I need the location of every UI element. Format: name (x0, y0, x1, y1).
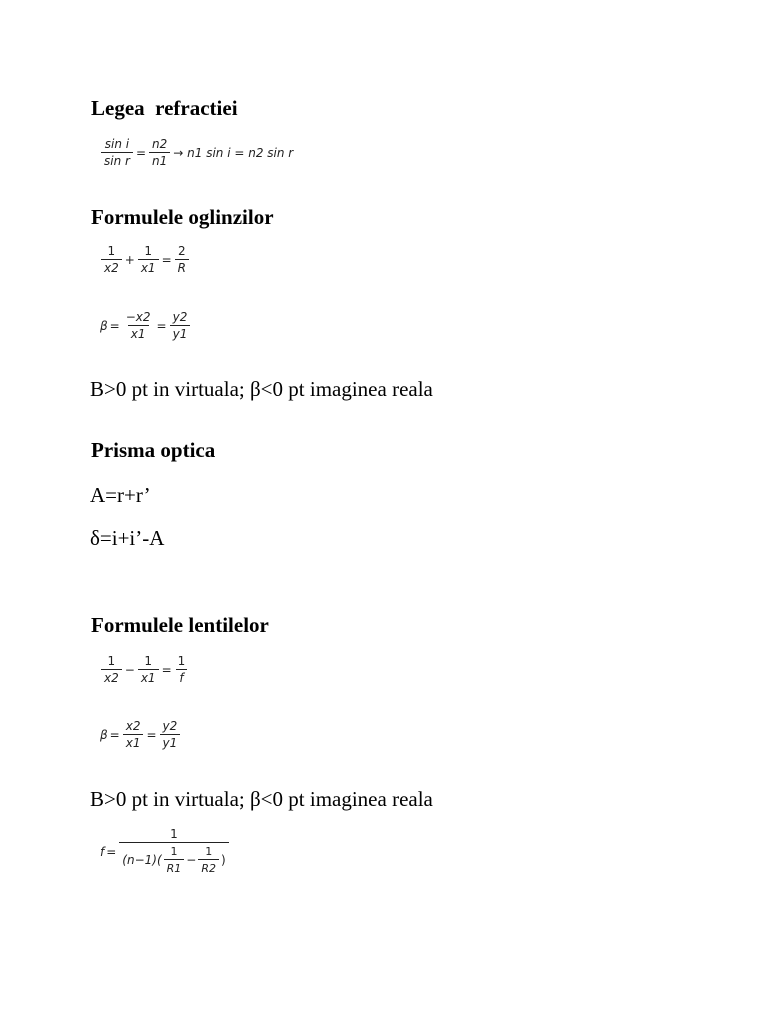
numerator: 1 (144, 244, 152, 258)
lens-image-note: B>0 pt in virtuala; β<0 pt imaginea reala (90, 787, 433, 811)
minus-sign: − (124, 663, 135, 677)
denominator: f (176, 669, 186, 685)
denominator: R1 (164, 859, 185, 875)
fraction-neg-x2-over-x1 (123, 311, 154, 341)
denominator: y1 (160, 734, 181, 750)
numerator: 1 (107, 654, 116, 668)
numerator: 1 (144, 654, 152, 668)
denominator-sin-r: sin r (101, 152, 133, 168)
heading-mirror-formulas: Formulele oglinzilor (91, 205, 274, 229)
fraction-1-over-r1 (164, 845, 185, 875)
beta-symbol: β (100, 728, 108, 742)
fraction-1-over-x2 (101, 245, 122, 275)
denominator: x1 (128, 325, 149, 341)
numerator: x2 (125, 719, 141, 733)
numerator: 2 (177, 244, 186, 258)
denominator: R (175, 259, 189, 275)
refractive-factor: (n−1)( (122, 852, 162, 867)
denominator: R2 (198, 859, 219, 875)
fraction-1-over-x1 (138, 655, 159, 685)
numerator-n2: n2 (152, 137, 168, 151)
closing-parenthesis: ) (221, 852, 226, 867)
equals-sign: = (161, 663, 172, 677)
plus-sign: + (124, 253, 135, 267)
fraction-1-over-x1 (138, 245, 159, 275)
numerator: 1 (205, 845, 213, 858)
fraction-y2-over-y1 (170, 311, 191, 341)
denominator: y1 (170, 325, 191, 341)
numerator: 1 (170, 827, 178, 841)
fraction-1-over-x2 (101, 655, 122, 685)
fraction-1-over-r2 (198, 845, 219, 875)
formula-mirror-equation (100, 245, 190, 275)
denominator: x2 (101, 259, 122, 275)
equals-sign: = (161, 253, 172, 267)
denominator: x2 (101, 669, 122, 685)
prism-angle-formula: A=r+r’ (90, 483, 151, 507)
equals-sign: = (146, 728, 157, 742)
formula-refraction-law (100, 138, 293, 168)
equals-sign: = (109, 319, 120, 333)
minus-sign: − (186, 852, 197, 867)
denominator: x1 (123, 734, 144, 750)
heading-lens-formulas: Formulele lentilelor (91, 613, 269, 637)
numerator-sin-i: sin i (104, 137, 130, 151)
heading-refraction-law: Legea refractiei (91, 96, 238, 120)
equals-sign: = (109, 728, 120, 742)
fraction-1-over-f (175, 655, 189, 685)
fraction-2-over-r (175, 245, 189, 275)
fraction-index-ratio (149, 138, 170, 168)
numerator: y2 (172, 310, 188, 324)
fraction-sin-ratio (101, 138, 133, 168)
numerator: 1 (107, 244, 116, 258)
numerator: y2 (162, 719, 178, 733)
denominator-expression (119, 842, 228, 875)
snell-law-expression: → n1 sin i = n2 sin r (173, 146, 294, 160)
numerator: 1 (170, 845, 178, 858)
equals-sign: = (135, 146, 147, 160)
numerator: 1 (177, 654, 186, 668)
fraction-x2-over-x1 (123, 720, 144, 750)
focal-length-symbol: f (100, 844, 105, 859)
formula-lensmaker (100, 828, 230, 875)
denominator: x1 (138, 259, 159, 275)
equals-sign: = (156, 319, 167, 333)
fraction-lensmaker (119, 828, 228, 875)
formula-mirror-magnification (100, 311, 191, 341)
denominator-n1-value: n1 (149, 152, 170, 168)
formula-lens-equation (100, 655, 189, 685)
denominator: x1 (138, 669, 159, 685)
beta-symbol: β (100, 319, 108, 333)
numerator: −x2 (125, 310, 151, 324)
heading-optical-prism: Prisma optica (91, 438, 216, 462)
formula-lens-magnification (100, 720, 181, 750)
prism-deviation-formula: δ=i+i’-A (90, 526, 165, 550)
fraction-y2-over-y1 (160, 720, 181, 750)
mirror-image-note: B>0 pt in virtuala; β<0 pt imaginea reala (90, 377, 433, 401)
equals-sign: = (106, 844, 117, 859)
